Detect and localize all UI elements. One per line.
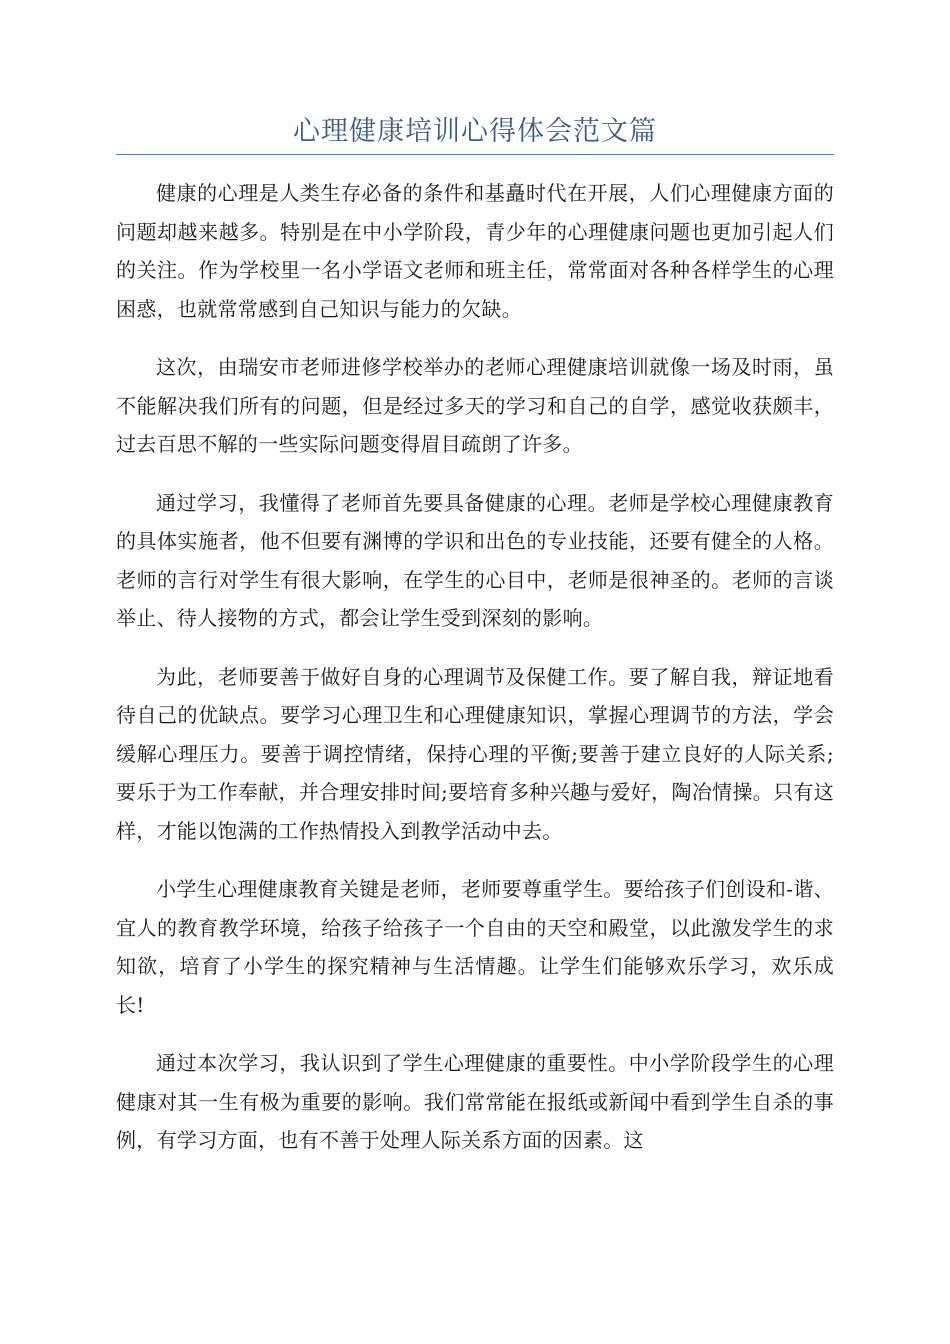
paragraph: 小学生心理健康教育关键是老师，老师要尊重学生。要给孩子们创设和-谐、宜人的教育教学环境，给孩子给孩子一个自由的天空和殿堂，以此激发学生的求知欲，培育了小学生的探究精神与生活情趣。让学生们能够欢乐学习，欢乐成长! — [116, 877, 834, 1017]
document-title: 心理健康培训心得体会范文篇 — [293, 116, 657, 147]
paragraph: 健康的心理是人类生存必备的条件和基矗时代在开展，人们心理健康方面的问题却越来越多。特别是在中小学阶段，青少年的心理健康问题也更加引起人们的关注。作为学校里一名小学语文老师和班主任，常常面对各种各样学生的心理困惑，也就常常感到自己知识与能力的欠缺。 — [116, 181, 834, 321]
paragraph: 为此，老师要善于做好自身的心理调节及保健工作。要了解自我，辩证地看待自己的优缺点。要学习心理卫生和心理健康知识，掌握心理调节的方法，学会缓解心理压力。要善于调控情绪，保持心理的平衡;要善于建立良好的人际关系;要乐于为工作奉献，并合理安排时间;要培育多种兴趣与爱好，陶冶情操。只有这样，才能以饱满的工作热情投入到教学活动中去。 — [116, 664, 834, 843]
document-body — [116, 174, 834, 1180]
paragraph: 这次，由瑞安市老师进修学校举办的老师心理健康培训就像一场及时雨，虽不能解决我们所有的问题，但是经过多天的学习和自己的自学，感觉收获颇丰，过去百思不解的一些实际问题变得眉目疏朗了许多。 — [116, 355, 834, 456]
paragraph: 通过本次学习，我认识到了学生心理健康的重要性。中小学阶段学生的心理健康对其一生有极为重要的影响。我们常常能在报纸或新闻中看到学生自杀的事例，有学习方面，也有不善于处理人际关系方面的因素。这 — [116, 1051, 834, 1152]
paragraph: 通过学习，我懂得了老师首先要具备健康的心理。老师是学校心理健康教育的具体实施者，他不但要有渊博的学识和出色的专业技能，还要有健全的人格。老师的言行对学生有很大影响，在学生的心目中，老师是很神圣的。老师的言谈举止、待人接物的方式，都会让学生受到深刻的影响。 — [116, 490, 834, 630]
title-divider — [116, 154, 834, 155]
